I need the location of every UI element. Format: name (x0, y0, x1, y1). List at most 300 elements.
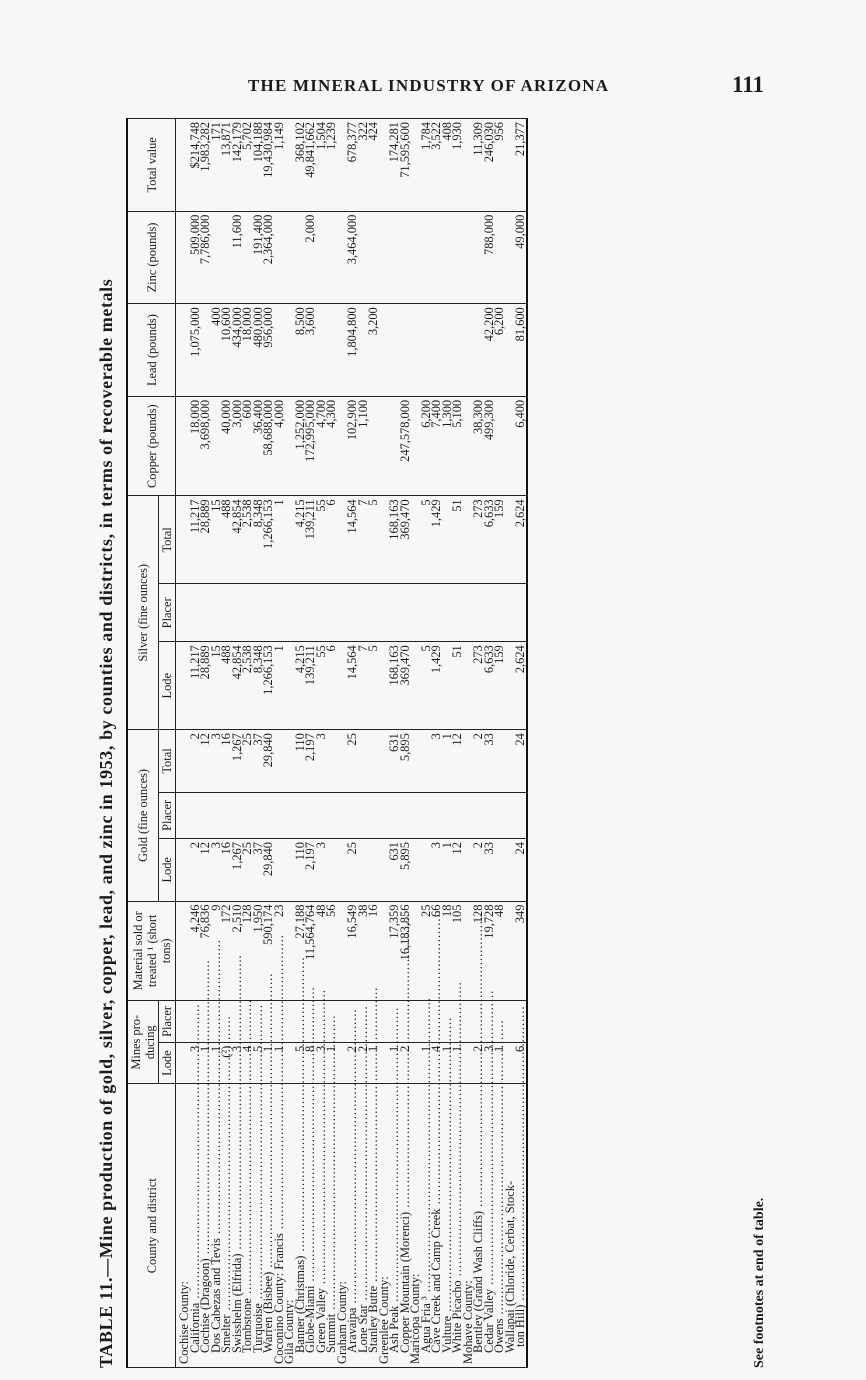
cell-total-value: 368,102 (295, 119, 306, 212)
cell-gold-total: 631 (389, 730, 400, 793)
cell-copper: 4,000 (274, 396, 285, 496)
table-row (400, 119, 411, 1368)
cell-zinc: 788,000 (484, 211, 495, 304)
cell-copper (494, 396, 505, 496)
cell-gold-lode: 3 (211, 839, 222, 902)
cell-silver-lode: 8,348 (253, 642, 264, 730)
cell-zinc (400, 211, 411, 304)
cell-silver-total: 11,217 (190, 496, 201, 584)
cell-material: 9 (211, 901, 222, 1001)
table-body (176, 119, 527, 1368)
cell-copper: 4,300 (326, 396, 337, 496)
cell-silver-placer (389, 584, 400, 642)
cell-mines-lode: 1 (274, 1042, 285, 1084)
cell-silver-total: 28,889 (200, 496, 211, 584)
cell-material: 11,564,764 (305, 901, 316, 1001)
cell-zinc (211, 211, 222, 304)
cell-gold-lode: 25 (242, 839, 253, 902)
cell-silver-total: 1 (274, 496, 285, 584)
cell-lead (389, 304, 400, 397)
cell-lead: 434,000 (232, 304, 243, 397)
cell-lead (326, 304, 337, 397)
district-name: Globe-Miami ..... (305, 1084, 316, 1368)
cell-silver-lode: 2,624 (515, 642, 527, 730)
cell-total-value: 174,281 (389, 119, 400, 212)
cell-copper: 7,400 (431, 396, 442, 496)
cell-material: 19,728 (484, 901, 495, 1001)
col-header-gold-placer: Placer (159, 792, 176, 838)
footnote: See footnotes at end of table. (752, 1197, 767, 1368)
district-name: Maricopa County: (410, 1084, 421, 1368)
cell-gold-lode: 37 (253, 839, 264, 902)
cell-silver-total: 51 (452, 496, 463, 584)
col-header-mines-lode: Lode (159, 1042, 176, 1084)
cell-material: 590,174 (263, 901, 274, 1001)
cell-zinc (368, 211, 379, 304)
cell-gold-total: 29,840 (263, 730, 274, 793)
cell-material: 105 (452, 901, 463, 1001)
cell-mines-lode: 5 (253, 1042, 264, 1084)
col-header-gold: Gold (fine ounces) (127, 730, 159, 901)
cell-zinc (431, 211, 442, 304)
cell-silver-placer (305, 584, 316, 642)
cell-gold-placer (211, 792, 222, 838)
cell-copper: 58,688,000 (263, 396, 274, 496)
cell-silver-total: 273 (473, 496, 484, 584)
cell-total-value: 104,188 (253, 119, 264, 212)
col-header-county-district: County and district (127, 1084, 176, 1368)
cell-gold-placer (421, 792, 432, 838)
district-name: Ash Peak ..... (389, 1084, 400, 1368)
cell-lead (400, 304, 411, 397)
cell-gold-placer (305, 792, 316, 838)
cell-silver-total: 168,163 (389, 496, 400, 584)
district-name: Banner (Christmas) ..... (295, 1084, 306, 1368)
cell-silver-lode: 139,211 (305, 642, 316, 730)
cell-gold-total (494, 730, 505, 793)
cell-lead (452, 304, 463, 397)
cell-gold-placer (337, 792, 348, 838)
cell-zinc: 191,400 (253, 211, 264, 304)
cell-gold-total (410, 730, 421, 793)
cell-gold-placer (358, 792, 369, 838)
cell-material: 66 (431, 901, 442, 1001)
cell-gold-total (326, 730, 337, 793)
cell-gold-placer (494, 792, 505, 838)
cell-mines-lode: 1 (389, 1042, 400, 1084)
cell-mines-lode: 5 (295, 1042, 306, 1084)
district-name: Greenlee County: (379, 1084, 390, 1368)
cell-mines-lode: 1 (494, 1042, 505, 1084)
cell-gold-lode: 2 (473, 839, 484, 902)
cell-gold-placer (473, 792, 484, 838)
cell-mines-lode: 3 (232, 1042, 243, 1084)
cell-total-value: 21,377 (515, 119, 527, 212)
cell-silver-lode: 15 (211, 642, 222, 730)
col-header-silver-total: Total (159, 496, 176, 584)
cell-silver-lode: 6,633 (484, 642, 495, 730)
cell-silver-lode: 1,429 (431, 642, 442, 730)
cell-silver-placer (442, 584, 453, 642)
cell-silver-lode: 369,470 (400, 642, 411, 730)
district-name: Cochise (Dragoon) ..... (200, 1084, 211, 1368)
cell-silver-lode: 273 (473, 642, 484, 730)
cell-zinc: 2,364,000 (263, 211, 274, 304)
cell-silver-placer (505, 584, 516, 642)
district-name: Agua Fria ³ ..... (421, 1084, 432, 1368)
cell-total-value: 142,179 (232, 119, 243, 212)
cell-mines-lode: 4 (431, 1042, 442, 1084)
cell-silver-placer (400, 584, 411, 642)
cell-lead: 10,600 (221, 304, 232, 397)
district-name: Mohave County: (463, 1084, 474, 1368)
cell-gold-placer (347, 792, 358, 838)
cell-silver-lode: 488 (221, 642, 232, 730)
cell-total-value: 1,149 (274, 119, 285, 212)
cell-silver-placer (452, 584, 463, 642)
cell-total-value: 5,702 (242, 119, 253, 212)
cell-gold-total: 2,197 (305, 730, 316, 793)
running-title: THE MINERAL INDUSTRY OF ARIZONA (248, 76, 610, 95)
cell-silver-placer (358, 584, 369, 642)
cell-lead: 480,000 (253, 304, 264, 397)
col-header-mines: Mines pro-ducing (127, 1001, 159, 1084)
cell-gold-total: 37 (253, 730, 264, 793)
cell-copper: 6,200 (421, 396, 432, 496)
cell-silver-lode: 159 (494, 642, 505, 730)
cell-gold-placer (410, 792, 421, 838)
cell-gold-placer (221, 792, 232, 838)
page-header (0, 72, 866, 104)
cell-mines-lode: 3 (484, 1042, 495, 1084)
cell-silver-placer (347, 584, 358, 642)
cell-zinc (326, 211, 337, 304)
cell-material: 23 (274, 901, 285, 1001)
cell-mines-lode: 3 (316, 1042, 327, 1084)
cell-zinc: 7,786,000 (200, 211, 211, 304)
cell-silver-total: 4,215 (295, 496, 306, 584)
cell-lead (421, 304, 432, 397)
cell-gold-total (421, 730, 432, 793)
cell-material: 38 (358, 901, 369, 1001)
cell-zinc (494, 211, 505, 304)
cell-gold-total: 3 (316, 730, 327, 793)
cell-gold-lode (274, 839, 285, 902)
cell-zinc (316, 211, 327, 304)
cell-gold-lode (410, 839, 421, 902)
cell-silver-placer (221, 584, 232, 642)
cell-gold-lode: 25 (347, 839, 358, 902)
cell-silver-lode: 42,854 (232, 642, 243, 730)
cell-silver-placer (368, 584, 379, 642)
district-name: Summit ..... (326, 1084, 337, 1368)
cell-zinc: 11,600 (232, 211, 243, 304)
cell-gold-placer (400, 792, 411, 838)
cell-gold-lode: 3 (431, 839, 442, 902)
cell-total-value: 322 (358, 119, 369, 212)
cell-gold-placer (326, 792, 337, 838)
cell-gold-placer (263, 792, 274, 838)
cell-gold-total: 3 (431, 730, 442, 793)
cell-gold-total: 25 (347, 730, 358, 793)
cell-gold-placer (431, 792, 442, 838)
cell-mines-lode: 1 (421, 1042, 432, 1084)
cell-lead: 400 (211, 304, 222, 397)
cell-lead (431, 304, 442, 397)
cell-material: 1,950 (253, 901, 264, 1001)
cell-silver-placer (337, 584, 348, 642)
cell-mines-lode: 1 (326, 1042, 337, 1084)
district-name: California ..... (190, 1084, 201, 1368)
cell-gold-lode: 33 (484, 839, 495, 902)
district-name: Smelter ..... (221, 1084, 232, 1368)
cell-lead (379, 304, 390, 397)
cell-zinc (452, 211, 463, 304)
cell-material: 76,836 (200, 901, 211, 1001)
cell-silver-total: 42,854 (232, 496, 243, 584)
cell-silver-total: 14,564 (347, 496, 358, 584)
cell-silver-lode: 168,163 (389, 642, 400, 730)
cell-gold-lode: 631 (389, 839, 400, 902)
cell-copper: 499,300 (484, 396, 495, 496)
cell-mines-lode: 6 (515, 1042, 527, 1084)
cell-silver-lode: 14,564 (347, 642, 358, 730)
cell-silver-total: 1,429 (431, 496, 442, 584)
cell-gold-placer (452, 792, 463, 838)
cell-copper: 38,300 (473, 396, 484, 496)
table-caption: TABLE 11.—Mine production of gold, silver, copper, lead, and zinc in 1953, by counties and districts, in terms of recoverable metals (96, 278, 116, 1368)
district-name: Cedar Valley ..... (484, 1084, 495, 1368)
cell-silver-total: 369,470 (400, 496, 411, 584)
cell-silver-lode: 4,215 (295, 642, 306, 730)
cell-gold-placer (232, 792, 243, 838)
rotated-table-region (92, 118, 782, 1368)
cell-gold-placer (442, 792, 453, 838)
cell-silver-placer (410, 584, 421, 642)
cell-lead: 3,200 (368, 304, 379, 397)
cell-total-value: 424 (368, 119, 379, 212)
cell-gold-lode (358, 839, 369, 902)
cell-lead: 42,200 (484, 304, 495, 397)
cell-zinc (389, 211, 400, 304)
cell-total-value: 3,522 (431, 119, 442, 212)
cell-material: 128 (473, 901, 484, 1001)
cell-silver-lode: 5 (368, 642, 379, 730)
district-name: Tombstone ..... (242, 1084, 253, 1368)
col-header-copper: Copper (pounds) (127, 396, 176, 496)
cell-material: 128 (242, 901, 253, 1001)
cell-gold-lode: 12 (452, 839, 463, 902)
cell-material: 4,246 (190, 901, 201, 1001)
cell-zinc: 49,000 (515, 211, 527, 304)
col-header-mines-placer: Placer (159, 1001, 176, 1043)
table-row (452, 119, 463, 1368)
cell-total-value: 956 (494, 119, 505, 212)
table-row (326, 119, 337, 1368)
table-row (274, 119, 285, 1368)
cell-gold-lode: 3 (316, 839, 327, 902)
cell-total-value: 1,784 (421, 119, 432, 212)
cell-silver-placer (431, 584, 442, 642)
cell-total-value: 1,930 (452, 119, 463, 212)
cell-total-value: 678,377 (347, 119, 358, 212)
cell-silver-total: 488 (221, 496, 232, 584)
cell-mines-lode: 8 (305, 1042, 316, 1084)
cell-copper: 1,252,000 (295, 396, 306, 496)
cell-copper: 600 (242, 396, 253, 496)
cell-total-value: 71,595,600 (400, 119, 411, 212)
cell-gold-total: 110 (295, 730, 306, 793)
cell-zinc: 2,000 (305, 211, 316, 304)
cell-material: 17,359 (389, 901, 400, 1001)
cell-gold-total: 24 (515, 730, 527, 793)
cell-mines-lode: 3 (190, 1042, 201, 1084)
district-name: Stanley Butte ..... (368, 1084, 379, 1368)
cell-silver-total: 2,538 (242, 496, 253, 584)
cell-lead: 956,000 (263, 304, 274, 397)
cell-gold-placer (190, 792, 201, 838)
cell-zinc (421, 211, 432, 304)
cell-silver-placer (253, 584, 264, 642)
cell-lead (316, 304, 327, 397)
cell-gold-total: 12 (200, 730, 211, 793)
cell-material: 172 (221, 901, 232, 1001)
cell-silver-placer (190, 584, 201, 642)
cell-copper (368, 396, 379, 496)
district-name: ton Hill) ..... (515, 1084, 527, 1368)
cell-gold-placer (484, 792, 495, 838)
cell-silver-total: 5 (421, 496, 432, 584)
cell-silver-total: 55 (316, 496, 327, 584)
cell-silver-placer (484, 584, 495, 642)
cell-total-value: $214,748 (190, 119, 201, 212)
cell-silver-placer (232, 584, 243, 642)
col-header-lead: Lead (pounds) (127, 304, 176, 397)
cell-silver-lode: 2,538 (242, 642, 253, 730)
cell-silver-total (410, 496, 421, 584)
cell-gold-placer (176, 792, 190, 838)
col-header-gold-lode: Lode (159, 839, 176, 902)
cell-gold-placer (253, 792, 264, 838)
cell-gold-placer (295, 792, 306, 838)
district-name: Vulture ..... (442, 1084, 453, 1368)
cell-gold-lode: 1 (442, 839, 453, 902)
district-name: Wallapai (Chloride, Cerbat, Stock- (505, 1084, 516, 1368)
cell-copper: 18,000 (190, 396, 201, 496)
cell-zinc (358, 211, 369, 304)
cell-gold-placer (200, 792, 211, 838)
cell-silver-placer (211, 584, 222, 642)
cell-copper: 172,995,000 (305, 396, 316, 496)
cell-silver-total: 6,633 (484, 496, 495, 584)
cell-gold-lode: 29,840 (263, 839, 274, 902)
cell-gold-total: 1 (442, 730, 453, 793)
cell-gold-lode (494, 839, 505, 902)
cell-mines-lode: 1 (452, 1042, 463, 1084)
col-header-total-value: Total value (127, 119, 176, 212)
district-name: Aravaipa ..... (347, 1084, 358, 1368)
cell-silver-placer (316, 584, 327, 642)
cell-silver-placer (176, 584, 190, 642)
cell-mines-lode: 1 (442, 1042, 453, 1084)
cell-total-value: 171 (211, 119, 222, 212)
cell-lead: 1,804,800 (347, 304, 358, 397)
cell-copper: 5,100 (452, 396, 463, 496)
cell-silver-placer (473, 584, 484, 642)
district-name: Coconino County: Francis ..... (274, 1084, 285, 1368)
cell-gold-total: 16 (221, 730, 232, 793)
cell-gold-lode (326, 839, 337, 902)
cell-material: 16 (368, 901, 379, 1001)
cell-gold-total: 1,267 (232, 730, 243, 793)
cell-copper: 40,000 (221, 396, 232, 496)
table-row (515, 119, 527, 1368)
cell-gold-lode: 110 (295, 839, 306, 902)
cell-lead: 8,500 (295, 304, 306, 397)
cell-silver-lode: 28,889 (200, 642, 211, 730)
cell-material: 56 (326, 901, 337, 1001)
cell-gold-total: 33 (484, 730, 495, 793)
cell-gold-total (463, 730, 474, 793)
cell-material: 25 (421, 901, 432, 1001)
cell-gold-lode: 24 (515, 839, 527, 902)
cell-mines-lode: 2 (347, 1042, 358, 1084)
cell-gold-placer (316, 792, 327, 838)
district-name: Graham County: (337, 1084, 348, 1368)
cell-gold-placer (515, 792, 527, 838)
production-table (126, 118, 528, 1368)
cell-silver-total: 8,348 (253, 496, 264, 584)
cell-lead: 1,075,000 (190, 304, 201, 397)
cell-silver-placer (295, 584, 306, 642)
cell-mines-lode: 2 (358, 1042, 369, 1084)
cell-copper: 36,400 (253, 396, 264, 496)
cell-silver-total: 5 (368, 496, 379, 584)
cell-lead (463, 304, 474, 397)
cell-silver-placer (379, 584, 390, 642)
col-header-silver: Silver (fine ounces) (127, 496, 159, 730)
cell-gold-placer (284, 792, 295, 838)
district-name: Bentley (Grand Wash Cliffs) ..... (473, 1084, 484, 1368)
district-name: Gila County: (284, 1084, 295, 1368)
cell-silver-placer (263, 584, 274, 642)
cell-silver-placer (274, 584, 285, 642)
district-name: Cochise County: (176, 1084, 190, 1368)
cell-total-value: 246,030 (484, 119, 495, 212)
cell-total-value: 1,983,282 (200, 119, 211, 212)
cell-copper: 1,100 (358, 396, 369, 496)
cell-silver-total: 6 (326, 496, 337, 584)
cell-gold-total: 2 (473, 730, 484, 793)
cell-silver-lode: 51 (452, 642, 463, 730)
cell-silver-lode: 55 (316, 642, 327, 730)
cell-material: 16,549 (347, 901, 358, 1001)
cell-gold-total: 3 (211, 730, 222, 793)
cell-gold-lode: 5,895 (400, 839, 411, 902)
cell-silver-placer (421, 584, 432, 642)
cell-gold-total: 25 (242, 730, 253, 793)
cell-gold-placer (379, 792, 390, 838)
cell-silver-placer (242, 584, 253, 642)
cell-lead: 6,200 (494, 304, 505, 397)
cell-gold-lode (368, 839, 379, 902)
cell-mines-lode: 4 (242, 1042, 253, 1084)
cell-total-value: 13,871 (221, 119, 232, 212)
cell-mines-lode: 1 (200, 1042, 211, 1084)
cell-lead (442, 304, 453, 397)
cell-lead (274, 304, 285, 397)
cell-gold-placer (274, 792, 285, 838)
